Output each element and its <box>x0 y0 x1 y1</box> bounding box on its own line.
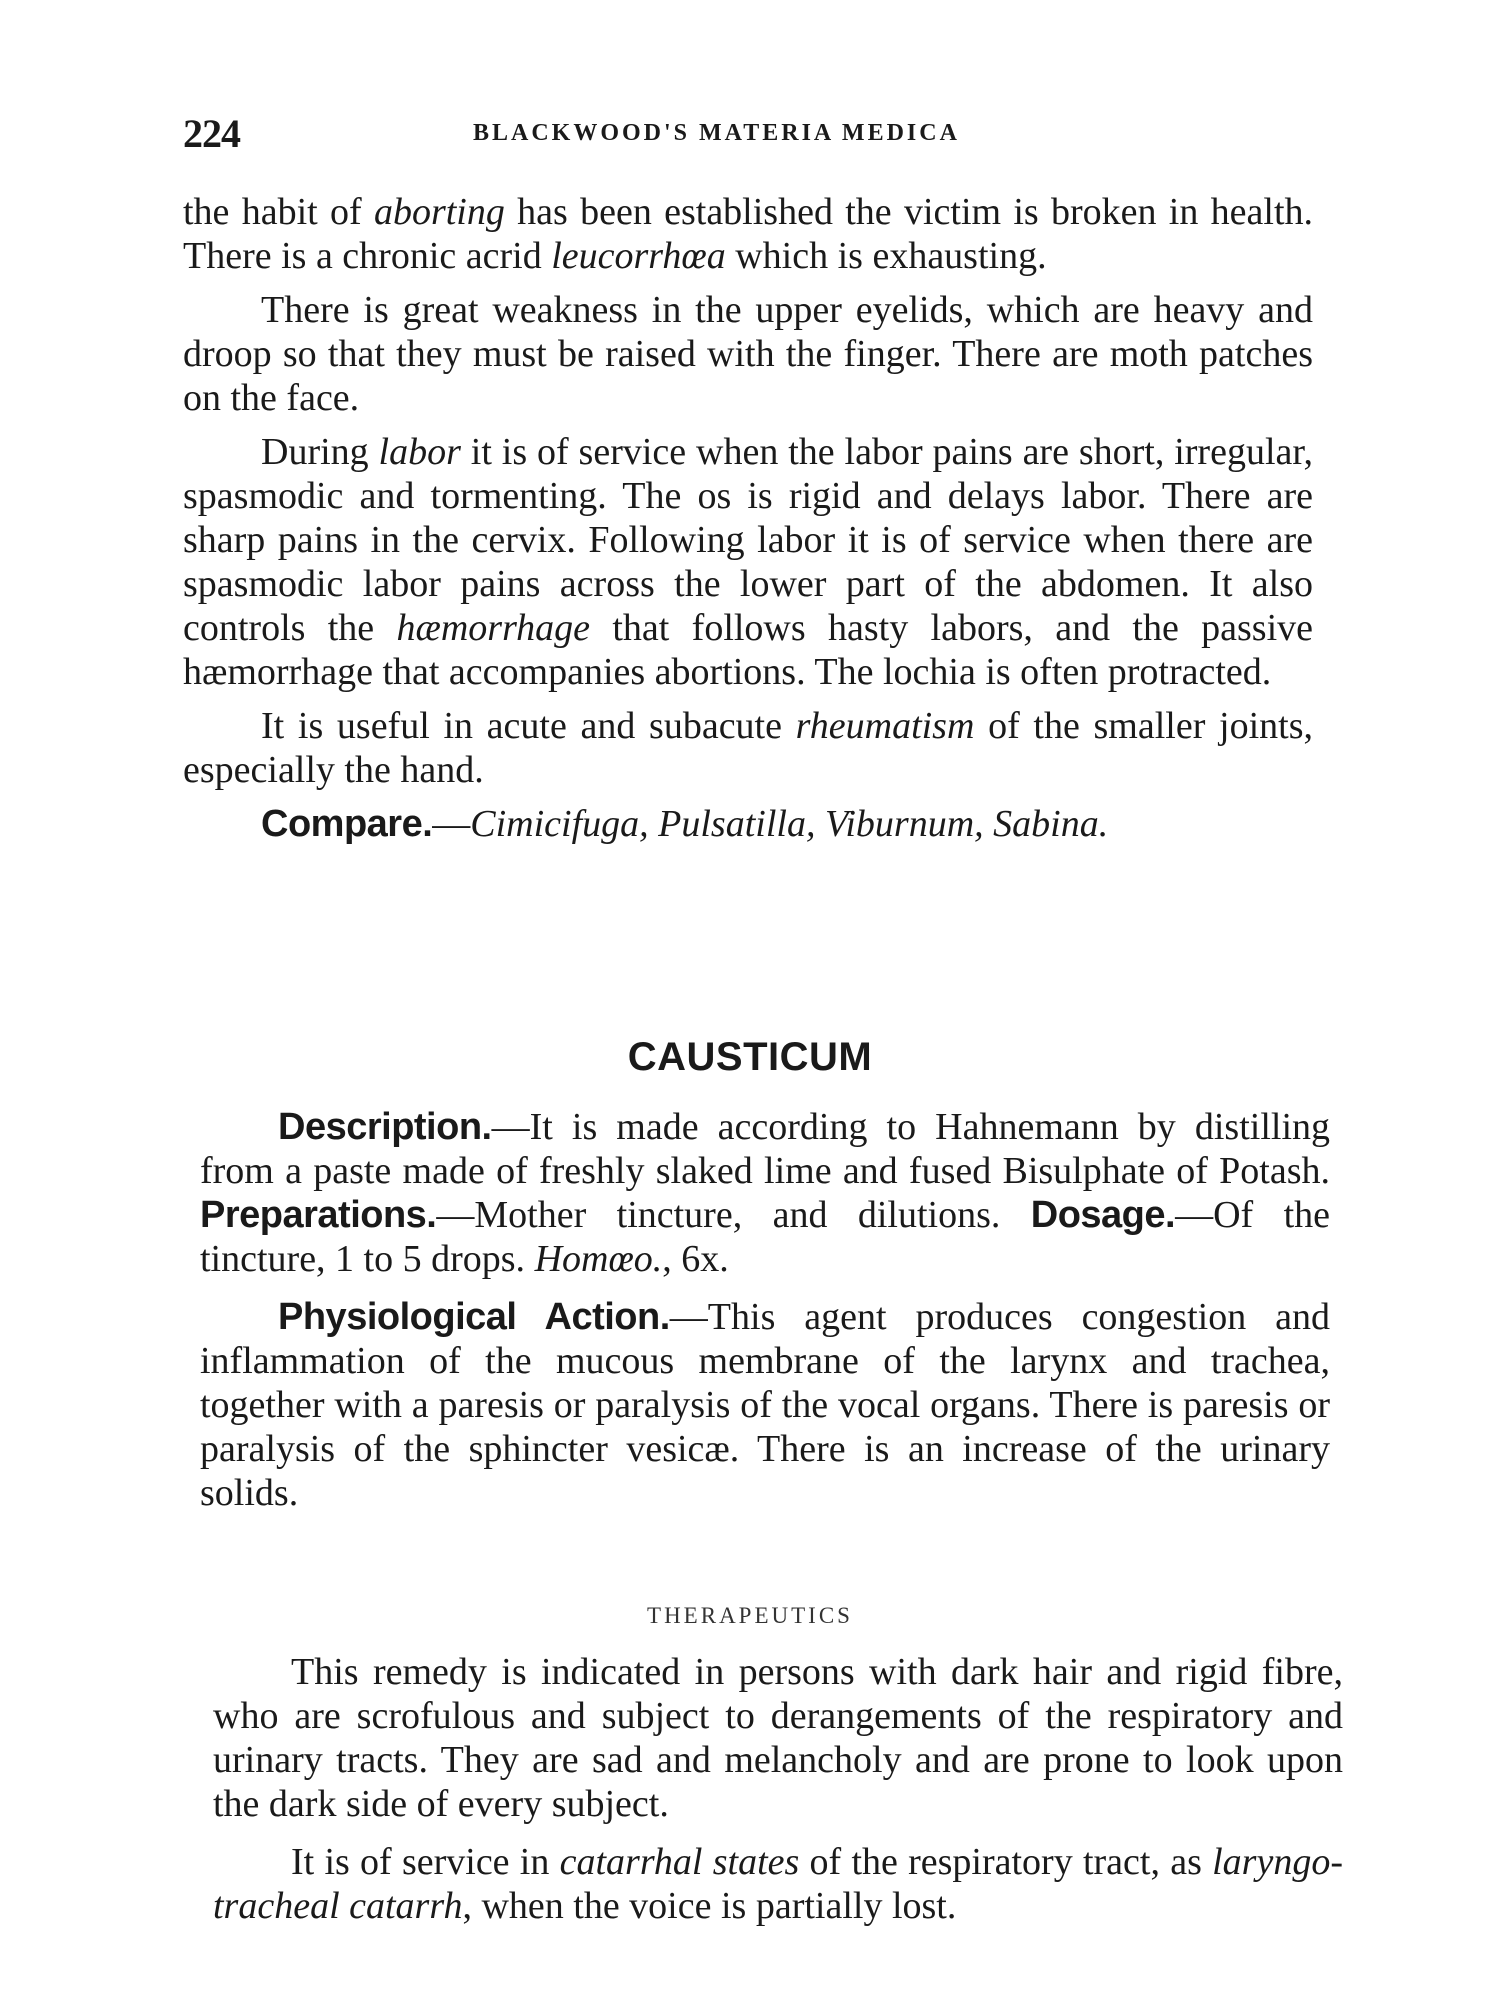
paragraph-eyelids: There is great weakness in the upper eyelids, which are heavy and droop so that they must be raised with the finger. There are moth patches on the face. <box>183 289 1313 419</box>
page-number: 224 <box>183 111 240 156</box>
therapeutics-section <box>213 1650 1343 1928</box>
paragraph-rheumatism: It is useful in acute and subacute rheumatism of the smaller joints, especially the hand. <box>183 705 1313 791</box>
paragraph-aborting: the habit of aborting has been established the victim is broken in health. There is a chronic acrid leucorrhœa which is exhausting. <box>183 191 1313 277</box>
previous-remedy-section <box>183 190 1313 846</box>
therapeutics-heading: THERAPEUTICS <box>647 1603 853 1628</box>
paragraph-physiological-action: Physiological Action.—This agent produces congestion and inflammation of the mucous membrane of the larynx and trachea, together with a paresis or paralysis of the vocal organs. There is paresis or paralysis of the sphincter vesicæ. There is an increase of the urinary solids. <box>200 1296 1330 1514</box>
paragraph-indications: This remedy is indicated in persons with dark hair and rigid fibre, who are scrofulous and subject to derangements of the respiratory and urinary tracts. They are sad and melancholy and are prone to look upon the dark side of every subject. <box>213 1651 1343 1825</box>
running-title: BLACKWOOD'S MATERIA MEDICA <box>473 120 960 146</box>
compare-line: Compare.—Cimicifuga, Pulsatilla, Viburnum, Sabina. <box>261 803 1109 845</box>
remedy-heading: CAUSTICUM <box>627 1035 873 1079</box>
paragraph-description: Description.—It is made according to Hahnemann by distilling from a paste made of freshly slaked lime and fused Bisulphate of Potash. Preparations.—Mother tincture, and dilutions. Dosage.—Of the tincture, 1 to 5 drops. Homœo., 6x. <box>200 1106 1330 1280</box>
paragraph-catarrhal: It is of service in catarrhal states of the respiratory tract, as laryngo-tracheal catarrh, when the voice is partially lost. <box>213 1841 1343 1927</box>
running-head <box>183 110 1333 160</box>
paragraph-labor: During labor it is of service when the labor pains are short, irregular, spasmodic and tormenting. The os is rigid and delays labor. There are sharp pains in the cervix. Following labor it is of service when there are spasmodic labor pains across the lower part of the abdomen. It also controls the hæmorrhage that follows hasty labors, and the passive hæmorrhage that accompanies abortions. The lochia is often protracted. <box>183 431 1314 693</box>
causticum-section <box>200 1105 1330 1515</box>
